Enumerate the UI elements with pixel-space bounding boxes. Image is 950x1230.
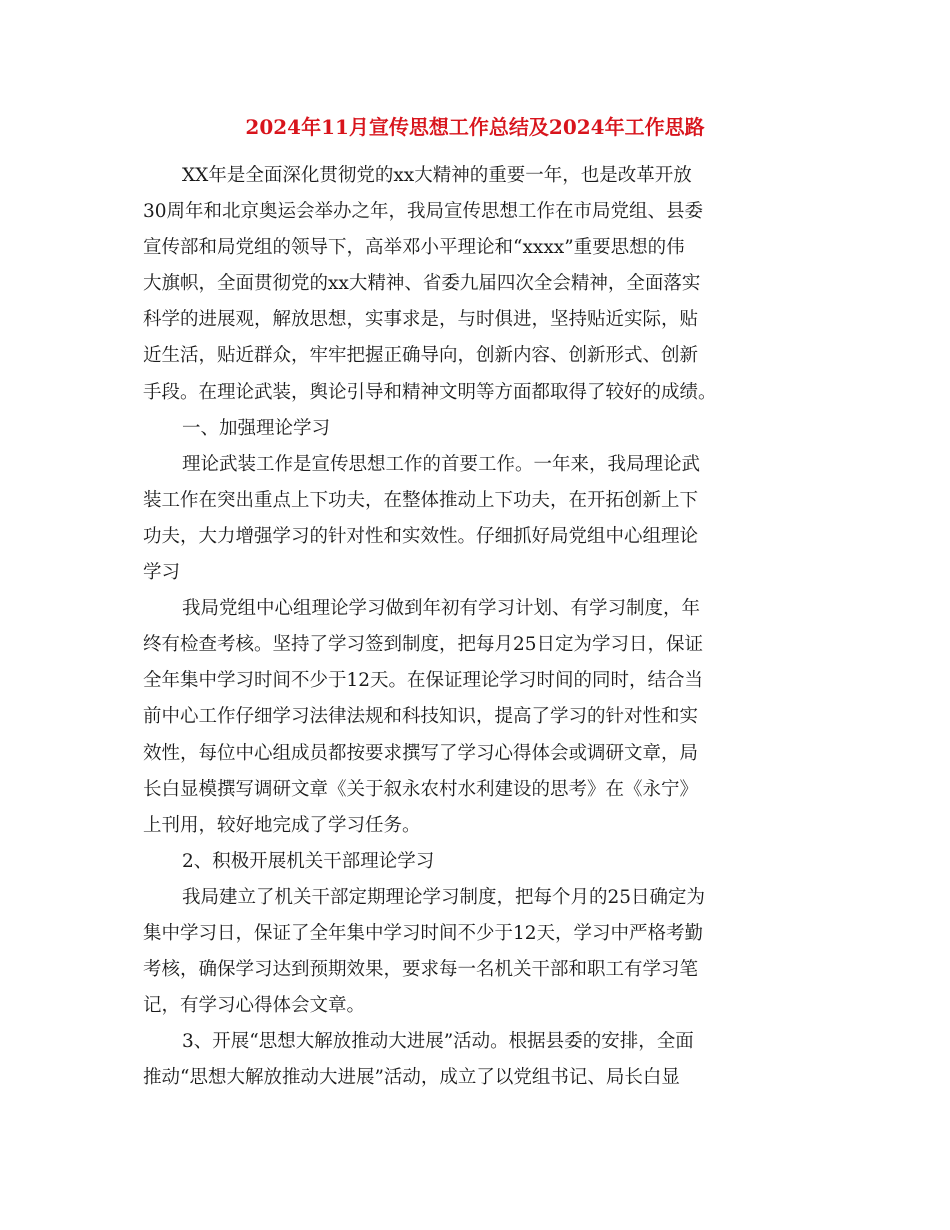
text-line: 3、开展“思想大解放推动大进展”活动。根据县委的安排，全面	[182, 1031, 694, 1053]
document-title: 2024年11月宣传思想工作总结及2024年工作思路	[245, 115, 705, 139]
text-line: 大旗帜，全面贯彻党的xx大精神、省委九届四次全会精神，全面落实	[143, 273, 701, 295]
text-line: 集中学习日，保证了全年集中学习时间不少于12天，学习中严格考勤	[143, 922, 704, 944]
text-line: 推动“思想大解放推动大进展”活动，成立了以党组书记、局长白显	[143, 1067, 680, 1089]
text-line: 效性，每位中心组成员都按要求撰写了学习心得体会或调研文章，局	[143, 742, 699, 764]
text-line: 手段。在理论武装，舆论引导和精神文明等方面都取得了较好的成绩。	[143, 381, 717, 403]
text-line: 一、加强理论学习	[182, 417, 331, 439]
text-line: 我局建立了机关干部定期理论学习制度，把每个月的25日确定为	[182, 886, 706, 908]
text-line: 长白显模撰写调研文章《关于叙永农村水利建设的思考》在《永宁》	[143, 778, 699, 800]
text-line: 终有检查考核。坚持了学习签到制度，把每月25日定为学习日，保证	[143, 634, 704, 656]
text-line: 考核，确保学习达到预期效果，要求每一名机关干部和职工有学习笔	[143, 959, 699, 981]
text-line: 近生活，贴近群众，牢牢把握正确导向，创新内容、创新形式、创新	[143, 345, 699, 367]
text-line: 装工作在突出重点上下功夫，在整体推动上下功夫，在开拓创新上下	[143, 489, 699, 511]
text-line: 前中心工作仔细学习法律法规和科技知识，提高了学习的针对性和实	[143, 706, 699, 728]
text-line: 宣传部和局党组的领导下，高举邓小平理论和“xxxx”重要思想的伟	[143, 237, 685, 259]
text-line: 2、积极开展机关干部理论学习	[182, 850, 435, 872]
text-line: 上刊用，较好地完成了学习任务。	[143, 814, 421, 836]
text-line: 理论武装工作是宣传思想工作的首要工作。一年来，我局理论武	[182, 453, 701, 475]
document-body	[143, 158, 807, 1096]
text-line: 功夫，大力增强学习的针对性和实效性。仔细抓好局党组中心组理论	[143, 525, 699, 547]
text-line: 我局党组中心组理论学习做到年初有学习计划、有学习制度，年	[182, 598, 701, 620]
text-line: 科学的进展观，解放思想，实事求是，与时俱进，坚持贴近实际，贴	[143, 309, 699, 331]
text-line: 记，有学习心得体会文章。	[143, 995, 366, 1017]
text-line: 全年集中学习时间不少于12天。在保证理论学习时间的同时，结合当	[143, 670, 704, 692]
text-line: 学习	[143, 562, 181, 584]
text-line: 30周年和北京奥运会举办之年，我局宣传思想工作在市局党组、县委	[143, 201, 704, 223]
text-line: XX年是全面深化贯彻党的xx大精神的重要一年，也是改革开放	[182, 165, 692, 186]
